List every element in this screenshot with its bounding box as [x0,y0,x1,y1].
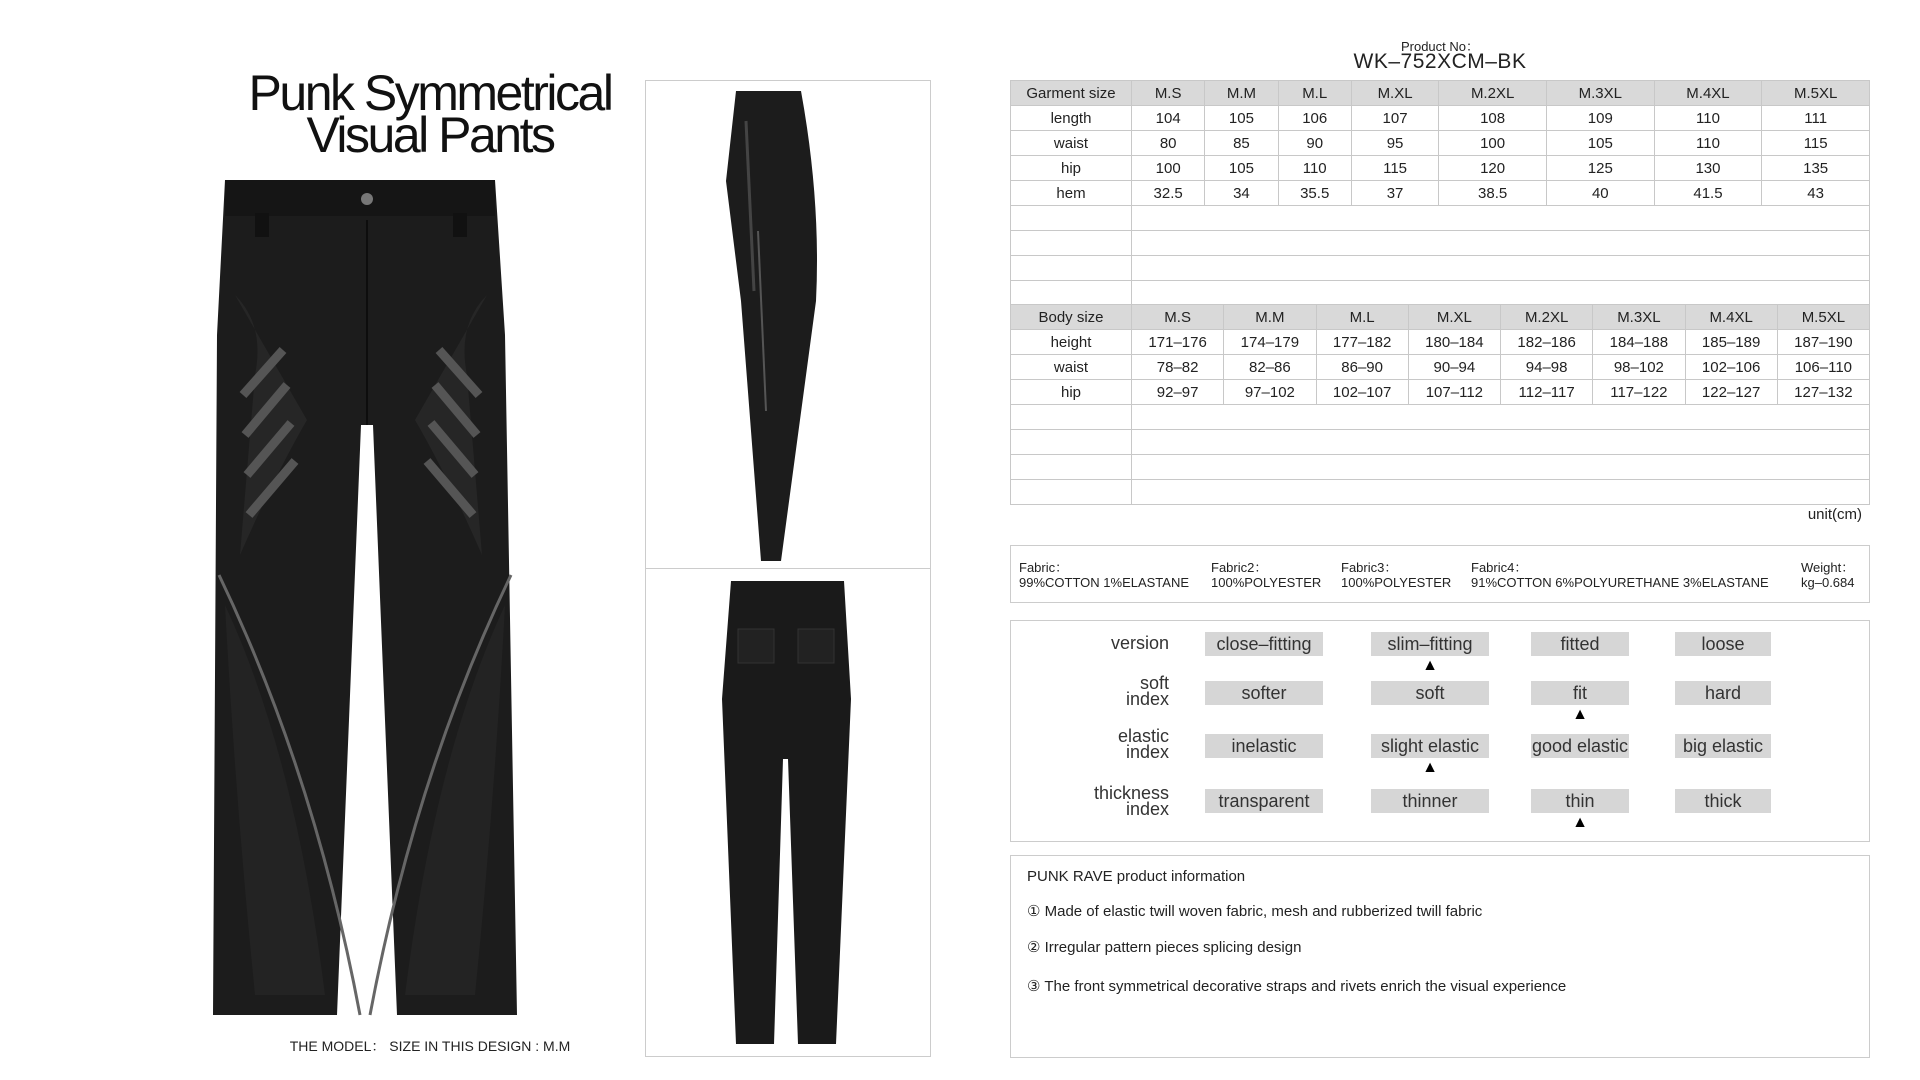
table-cell: 100 [1132,156,1205,181]
table-cell: waist [1011,131,1132,156]
table-cell: 35.5 [1278,181,1351,206]
table-cell: 92–97 [1132,380,1224,405]
table-cell: 94–98 [1501,355,1593,380]
table-row [1011,355,1870,380]
fit-option: thick [1675,789,1771,813]
table-cell: 105 [1205,156,1278,181]
selected-marker-triangle-icon: ▲ [1572,814,1588,831]
empty-row [1011,256,1870,281]
fit-option: slim–fitting [1371,632,1489,656]
table-cell: 115 [1351,156,1438,181]
table-cell: 34 [1205,181,1278,206]
side-view-photo-frame [645,80,931,570]
table-cell: M.3XL [1546,81,1654,106]
table-cell: 107–112 [1408,380,1500,405]
table-cell: 184–188 [1593,330,1685,355]
table-cell: 112–117 [1501,380,1593,405]
weight-value: kg–0.684 [1801,575,1855,590]
table-cell: M.5XL [1777,305,1869,330]
table-row [1011,181,1870,206]
table-cell: 115 [1762,131,1870,156]
fit-label-soft: soft index [1125,673,1169,709]
fit-option: transparent [1205,789,1323,813]
fit-option: thin [1531,789,1629,813]
table-cell: 38.5 [1439,181,1547,206]
empty-row [1011,231,1870,256]
table-cell: 41.5 [1654,181,1762,206]
table-cell: 107 [1351,106,1438,131]
table-cell: 86–90 [1316,355,1408,380]
table-cell: 182–186 [1501,330,1593,355]
table-row [1011,106,1870,131]
table-cell: 82–86 [1224,355,1316,380]
table-cell: 105 [1546,131,1654,156]
table-cell: 95 [1351,131,1438,156]
fit-option: fitted [1531,632,1629,656]
table-cell: waist [1011,355,1132,380]
fabric-1 [1019,560,1189,590]
weight [1801,560,1855,590]
table-cell: 97–102 [1224,380,1316,405]
product-information-box [1010,855,1870,1058]
table-cell: M.3XL [1593,305,1685,330]
back-pants-photo [646,569,930,1056]
table-cell: M.S [1132,305,1224,330]
table-cell: 122–127 [1685,380,1777,405]
table-cell: hip [1011,380,1132,405]
table-cell: 180–184 [1408,330,1500,355]
table-cell: 117–122 [1593,380,1685,405]
table-cell: 130 [1654,156,1762,181]
table-header-row [1011,81,1870,106]
table-cell: 90–94 [1408,355,1500,380]
fit-label-elastic: elastic index [1117,726,1169,762]
table-cell: 105 [1205,106,1278,131]
body-size-table [1010,304,1870,505]
back-view-photo-frame [645,568,931,1057]
fabric-label: Fabric： [1019,560,1069,575]
front-pants-photo [195,175,535,1025]
empty-row [1011,455,1870,480]
table-cell: 104 [1132,106,1205,131]
fit-option: inelastic [1205,734,1323,758]
fit-option: hard [1675,681,1771,705]
table-row [1011,156,1870,181]
product-number-label: Product No： [1400,39,1480,54]
fabric-value: 100%POLYESTER [1341,575,1452,590]
table-cell: hem [1011,181,1132,206]
table-cell: M.S [1132,81,1205,106]
product-number: WK–752XCM–BK [1353,50,1527,73]
selected-marker-triangle-icon: ▲ [1422,657,1438,674]
table-cell: 102–107 [1316,380,1408,405]
fabric-2 [1211,560,1321,590]
table-cell: M.L [1316,305,1408,330]
fit-option: softer [1205,681,1323,705]
table-cell: 78–82 [1132,355,1224,380]
table-cell: M.2XL [1439,81,1547,106]
table-cell: 37 [1351,181,1438,206]
table-cell: 110 [1654,106,1762,131]
empty-row [1011,281,1870,306]
fabric-label: Fabric4： [1471,560,1528,575]
fit-indicator-box [1010,620,1870,842]
fabric-4 [1471,560,1769,590]
selected-marker-triangle-icon: ▲ [1572,706,1588,723]
product-info-item: ③ The front symmetrical decorative straps and rivets enrich the visual experience [1027,978,1567,995]
table-cell: M.5XL [1762,81,1870,106]
fabric-3 [1341,560,1451,590]
empty-row [1011,206,1870,231]
table-cell: M.XL [1351,81,1438,106]
fabric-value: 100%POLYESTER [1211,575,1322,590]
table-cell: 110 [1278,156,1351,181]
table-cell: M.2XL [1501,305,1593,330]
table-cell: M.M [1224,305,1316,330]
fit-option: soft [1371,681,1489,705]
table-cell: 174–179 [1224,330,1316,355]
product-info-item: ② Irregular pattern pieces splicing design [1027,939,1302,956]
table-cell: 120 [1439,156,1547,181]
fabric-value: 99%COTTON 1%ELASTANE [1019,575,1190,590]
table-cell: 185–189 [1685,330,1777,355]
table-cell: 135 [1762,156,1870,181]
table-cell: 106–110 [1777,355,1869,380]
fit-option: thinner [1371,789,1489,813]
model-size-note: THE MODEL： SIZE IN THIS DESIGN : M.M [289,1038,571,1054]
table-row [1011,131,1870,156]
product-title [150,65,710,163]
garment-size-table [1010,80,1870,306]
product-info-item: ① Made of elastic twill woven fabric, mesh and rubberized twill fabric [1027,903,1483,920]
table-cell: M.4XL [1654,81,1762,106]
fit-option: good elastic [1531,736,1629,756]
table-cell: 32.5 [1132,181,1205,206]
fit-label-thickness: thickness index [1093,783,1169,819]
fabric-info-box [1010,545,1870,603]
product-info-heading: PUNK RAVE product information [1027,868,1246,885]
table-cell: 90 [1278,131,1351,156]
table-cell: 43 [1762,181,1870,206]
table-cell: Garment size [1011,81,1132,106]
fit-option: big elastic [1675,734,1771,758]
fit-option: loose [1675,632,1771,656]
table-cell: 177–182 [1316,330,1408,355]
table-cell: hip [1011,156,1132,181]
table-cell: 40 [1546,181,1654,206]
table-cell: M.4XL [1685,305,1777,330]
side-pants-photo [646,81,930,569]
product-title-line2: Visual Pants [306,107,554,163]
table-cell: 98–102 [1593,355,1685,380]
weight-label: Weight： [1801,560,1855,575]
fit-label-version: version [1110,633,1169,653]
table-row [1011,330,1870,355]
empty-row [1011,430,1870,455]
table-cell: 109 [1546,106,1654,131]
table-cell: M.M [1205,81,1278,106]
fit-option: close–fitting [1205,632,1323,656]
table-cell: 108 [1439,106,1547,131]
table-cell: 125 [1546,156,1654,181]
table-cell: 171–176 [1132,330,1224,355]
table-header-row [1011,305,1870,330]
table-cell: 110 [1654,131,1762,156]
fabric-label: Fabric3： [1341,560,1398,575]
unit-label: unit(cm) [1807,506,1862,523]
table-cell: 100 [1439,131,1547,156]
table-cell: 85 [1205,131,1278,156]
fabric-label: Fabric2： [1211,560,1268,575]
table-cell: M.XL [1408,305,1500,330]
table-row [1011,380,1870,405]
fit-option: slight elastic [1371,734,1489,758]
table-cell: length [1011,106,1132,131]
table-cell: 111 [1762,106,1870,131]
product-title-line1: Punk Symmetrical [248,65,612,121]
table-cell: Body size [1011,305,1132,330]
table-cell: 106 [1278,106,1351,131]
fit-option: fit [1531,681,1629,705]
table-cell: 80 [1132,131,1205,156]
table-cell: M.L [1278,81,1351,106]
fabric-value: 91%COTTON 6%POLYURETHANE 3%ELASTANE [1471,575,1769,590]
table-cell: 102–106 [1685,355,1777,380]
table-cell: height [1011,330,1132,355]
empty-row [1011,405,1870,430]
empty-row [1011,480,1870,505]
table-cell: 127–132 [1777,380,1869,405]
selected-marker-triangle-icon: ▲ [1422,759,1438,776]
table-cell: 187–190 [1777,330,1869,355]
